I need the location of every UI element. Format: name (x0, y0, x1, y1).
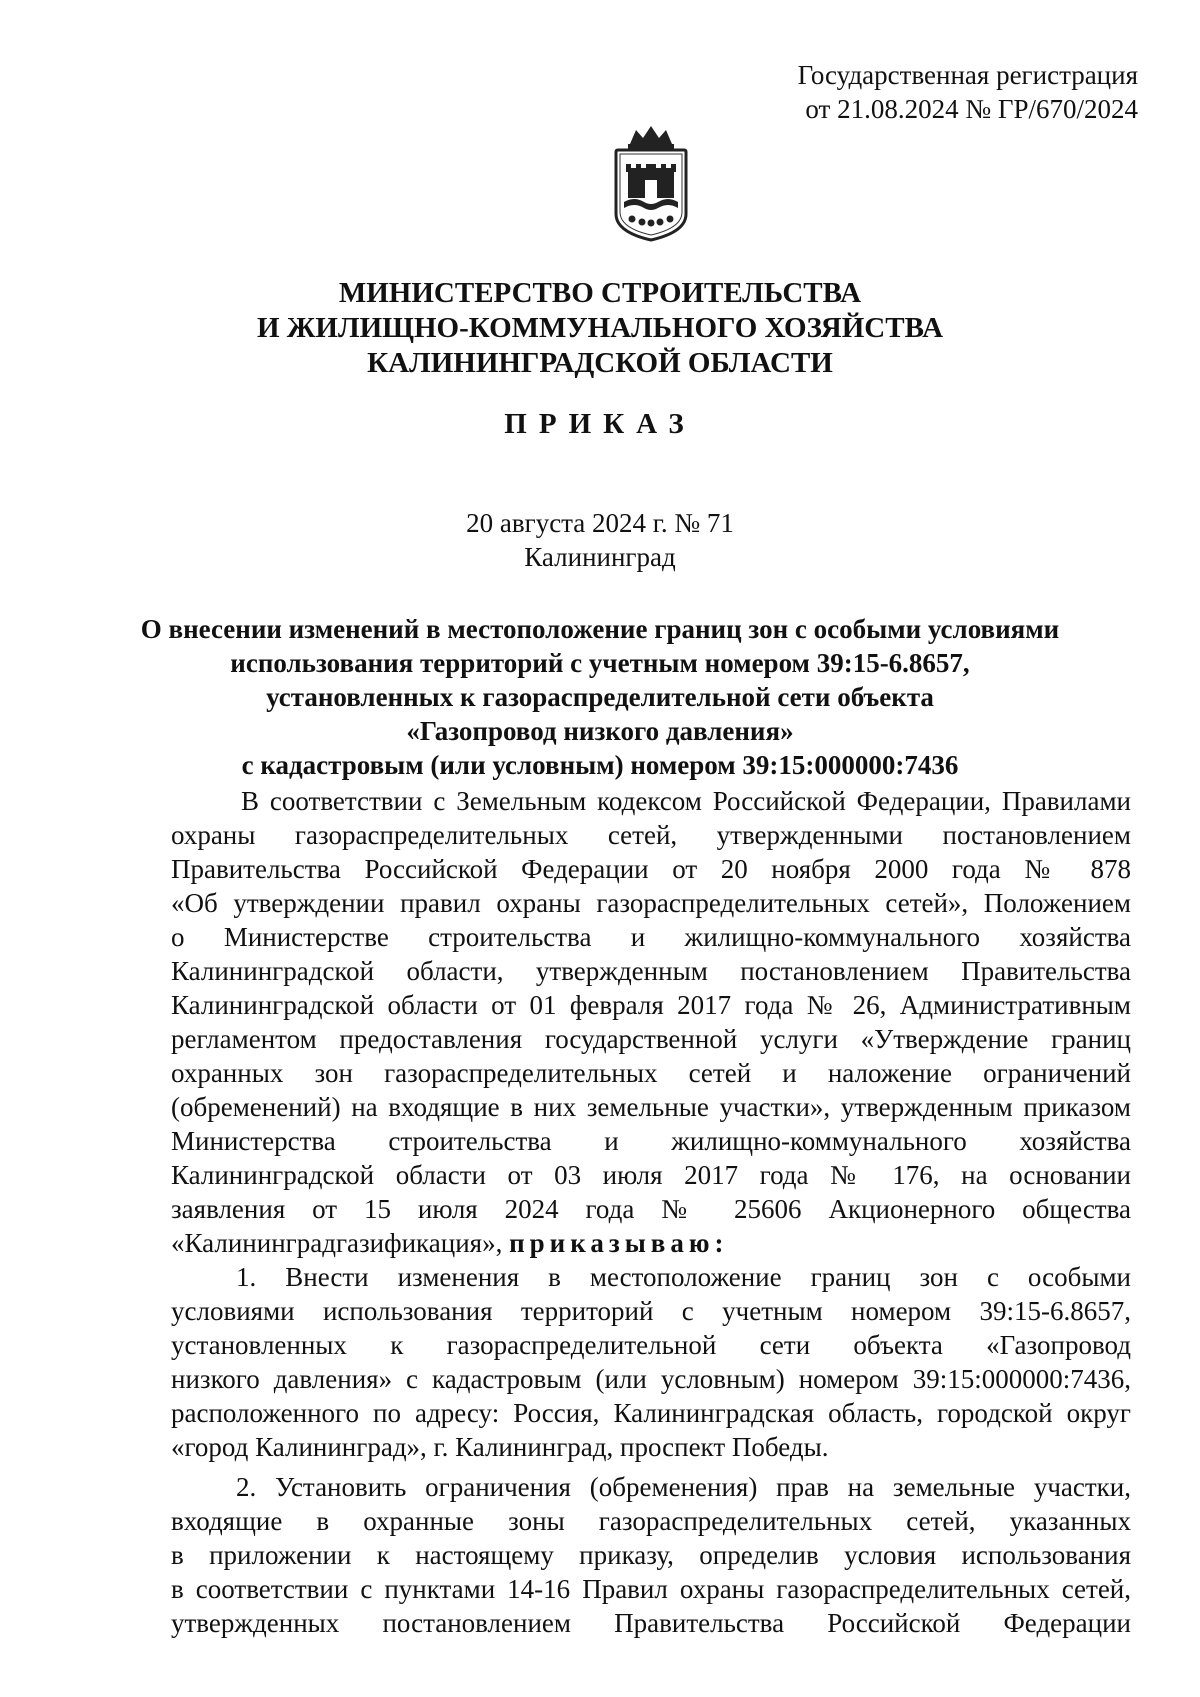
ministry-line-1: МИНИСТЕРСТВО СТРОИТЕЛЬСТВА (338, 277, 862, 309)
preamble-line: Правительства Российской Федерации от 20 ноября 2000 года № 878 (171, 854, 1131, 884)
preamble-line: Калининградской области от 01 февраля 2017 года № 26, Административным (171, 990, 1131, 1020)
item-2-line: входящие в охранные зоны газораспределительных сетей, указанных (171, 1506, 1131, 1536)
ministry-line-3: КАЛИНИНГРАДСКОЙ ОБЛАСТИ (367, 347, 833, 379)
subject-line-1: О внесении изменений в местоположение границ зон с особыми условиями (140, 614, 1060, 644)
preamble-line: Министерства строительства и жилищно-коммунального хозяйства (171, 1126, 1131, 1156)
item-1-line: «город Калининград», г. Калининград, проспект Победы. (171, 1432, 829, 1462)
preamble-line: «Об утверждении правил охраны газораспределительных сетей», Положением (171, 888, 1131, 918)
coat-of-arms-emblem (610, 122, 692, 242)
item-1-line: низкого давления» с кадастровым (или условным) номером 39:15:000000:7436, (171, 1364, 1131, 1394)
item-1-line: 1. Внести изменения в местоположение границ зон с особыми (236, 1262, 1131, 1292)
preamble-closing-text: «Калининградгазификация», (171, 1228, 510, 1258)
item-2-line: утвержденных постановлением Правительства Российской Федерации (171, 1608, 1131, 1638)
item-1-line: условиями использования территорий с учетным номером 39:15-6.8657, (171, 1296, 1131, 1326)
preamble-line: регламентом предоставления государственной услуги «Утверждение границ (171, 1024, 1131, 1054)
preamble-line: В соответствии с Земельным кодексом Российской Федерации, Правилами (241, 786, 1131, 816)
subject-line-2: использования территорий с учетным номером 39:15-6.8657, (230, 648, 970, 678)
item-2-line: в соответствии с пунктами 14-16 Правил охраны газораспределительных сетей, (171, 1574, 1131, 1604)
registration-line-1: Государственная регистрация (797, 60, 1138, 90)
order-body (171, 784, 1131, 1640)
item-2-line: в приложении к настоящему приказу, определив условия использования (171, 1540, 1131, 1570)
preamble (171, 784, 1131, 1260)
subject-line-4: «Газопровод низкого давления» (406, 716, 794, 746)
preamble-line: Калининградской области, утвержденным постановлением Правительства (171, 956, 1131, 986)
preamble-line: заявления от 15 июля 2024 года № 25606 Акционерного общества (171, 1194, 1131, 1224)
subject-line-3: установленных к газораспределительной сети объекта (266, 682, 934, 712)
order-meta (120, 506, 1080, 574)
order-date-number: 20 августа 2024 г. № 71 (466, 508, 734, 538)
preamble-line: Калининградской области от 03 июля 2017 года № 176, на основании (171, 1160, 1131, 1190)
order-item-2 (171, 1470, 1131, 1640)
order-title: ПРИКАЗ (504, 408, 696, 440)
ministry-name (120, 276, 1080, 381)
item-1-line: расположенного по адресу: Россия, Калининградская область, городской округ (171, 1398, 1131, 1428)
preamble-closing-line (171, 1226, 1131, 1260)
subject-line-5: с кадастровым (или условным) номером 39:15:000000:7436 (241, 750, 959, 780)
decree-word: приказываю: (509, 1228, 729, 1258)
ministry-line-2: И ЖИЛИЩНО-КОММУНАЛЬНОГО ХОЗЯЙСТВА (256, 312, 944, 344)
order-city: Калининград (524, 542, 676, 572)
registration-stamp (798, 58, 1138, 126)
preamble-line: (обременений) на входящие в них земельные участки», утвержденным приказом (171, 1092, 1131, 1122)
preamble-line: о Министерстве строительства и жилищно-коммунального хозяйства (171, 922, 1131, 952)
item-1-line: установленных к газораспределительной сети объекта «Газопровод (171, 1330, 1131, 1360)
order-item-1 (171, 1260, 1131, 1464)
preamble-line: охраны газораспределительных сетей, утвержденными постановлением (171, 820, 1131, 850)
item-2-line: 2. Установить ограничения (обременения) прав на земельные участки, (236, 1472, 1131, 1502)
registration-line-2: от 21.08.2024 № ГР/670/2024 (805, 94, 1138, 124)
preamble-line: охранных зон газораспределительных сетей и наложение ограничений (171, 1058, 1131, 1088)
order-subject (100, 612, 1100, 782)
